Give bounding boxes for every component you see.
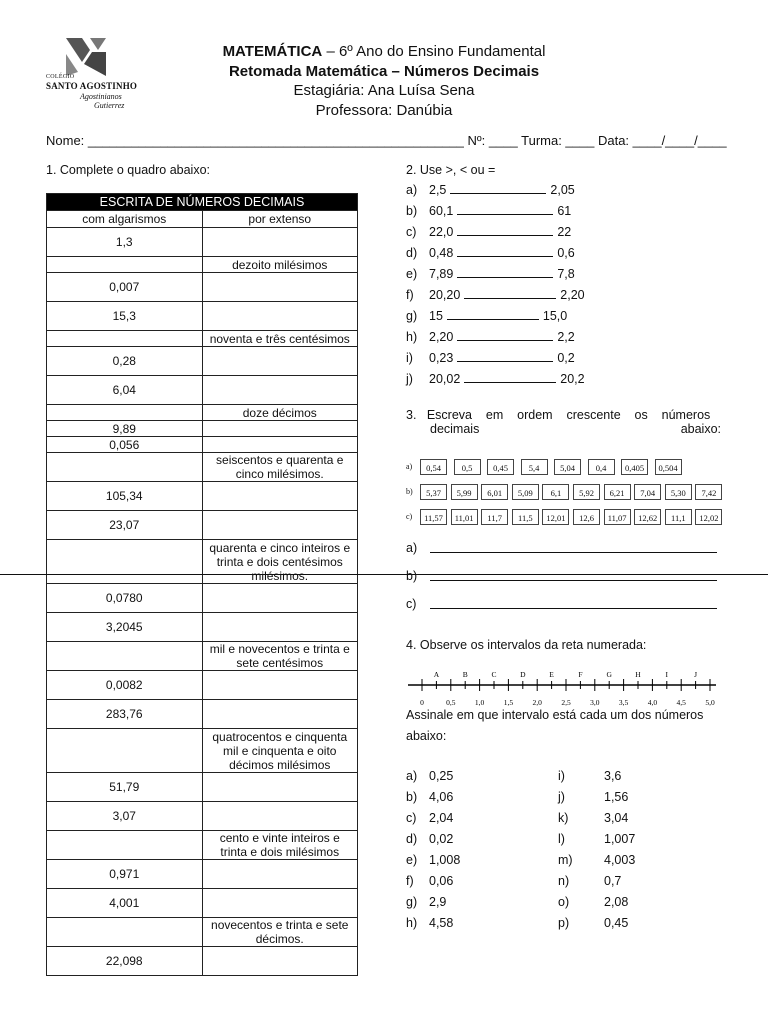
cell-words: dezoito milésimos (202, 257, 358, 273)
col-header-digits: com algarismos (47, 211, 203, 228)
item-letter: k) (558, 811, 569, 825)
cell-words[interactable] (202, 482, 358, 511)
right-value: 2,05 (550, 183, 575, 197)
table-row (47, 613, 358, 642)
left-value: 7,89 (429, 267, 454, 281)
tick-label: 4,5 (676, 698, 686, 707)
interval-question-item[interactable] (406, 832, 453, 846)
cell-digits: 3,07 (47, 802, 203, 831)
item-letter: o) (558, 895, 570, 909)
table-row (47, 228, 358, 257)
cell-words[interactable] (202, 773, 358, 802)
interval-question-item[interactable] (406, 916, 453, 930)
table-row (47, 257, 358, 273)
cell-digits: 283,76 (47, 700, 203, 729)
interval-letter: C (491, 670, 497, 679)
interval-question-item[interactable] (558, 895, 628, 909)
cell-words[interactable] (202, 671, 358, 700)
interval-question-item[interactable] (558, 811, 628, 825)
comparison-item (406, 330, 575, 344)
number-box: 12,62 (634, 509, 661, 525)
q3-title (406, 408, 721, 437)
answer-blank[interactable] (457, 330, 553, 341)
cell-digits[interactable] (47, 257, 203, 273)
cell-words[interactable] (202, 613, 358, 642)
tick-label: 2,0 (532, 698, 542, 707)
cell-digits[interactable] (47, 642, 203, 671)
item-letter: f) (406, 874, 414, 888)
tick-label: 0,5 (446, 698, 456, 707)
number-box: 12,01 (542, 509, 569, 525)
item-value: 4,58 (429, 916, 454, 930)
cell-digits: 15,3 (47, 302, 203, 331)
item-letter: a) (406, 769, 418, 783)
cell-words: mil e novecentos e trinta e sete centésimos (202, 642, 358, 671)
answer-blank[interactable] (464, 372, 556, 383)
comparison-item (406, 267, 575, 281)
number-box: 6,01 (481, 484, 508, 500)
comparison-item (406, 309, 567, 323)
row-letter: b) (406, 487, 413, 496)
decimals-table (46, 193, 358, 976)
comparison-item (406, 183, 575, 197)
right-value: 0,6 (557, 246, 575, 260)
table-row (47, 437, 358, 453)
table-row (47, 773, 358, 802)
table-row (47, 540, 358, 584)
item-letter: g) (406, 895, 418, 909)
row-letter: c) (406, 512, 413, 521)
left-value: 20,02 (429, 372, 461, 386)
cell-words[interactable] (202, 273, 358, 302)
item-letter: h) (406, 330, 418, 344)
comparison-item (406, 288, 585, 302)
answer-blank[interactable] (457, 246, 553, 257)
cell-digits: 0,28 (47, 347, 203, 376)
interval-letter: B (462, 670, 468, 679)
answer-blank[interactable] (457, 225, 553, 236)
number-box-row (406, 459, 718, 477)
answer-blank[interactable] (457, 204, 553, 215)
cell-words[interactable] (202, 302, 358, 331)
header-teacher: Professora: Danúbia (315, 102, 453, 119)
logo-text-agostinianos: Agostinianos (80, 92, 122, 101)
number-box: 11,57 (420, 509, 447, 525)
cell-words: quatrocentos e cinquenta mil e cinquenta e oito décimos milésimos (202, 729, 358, 773)
q3-title-line1: 3. Escreva em ordem crescente os números (406, 408, 711, 422)
item-letter: n) (558, 874, 570, 888)
right-value: 61 (557, 204, 572, 218)
cell-words[interactable] (202, 802, 358, 831)
left-value: 2,5 (429, 183, 447, 197)
table-title: ESCRITA DE NÚMEROS DECIMAIS (47, 194, 358, 211)
logo-text-school: SANTO AGOSTINHO (46, 81, 138, 91)
interval-question-item[interactable] (558, 769, 621, 783)
right-value: 20,2 (560, 372, 585, 386)
item-letter: g) (406, 309, 418, 323)
comparison-item (406, 246, 575, 260)
number-box: 5,30 (665, 484, 692, 500)
number-box: 7,04 (634, 484, 661, 500)
cell-words: novecentos e trinta e sete décimos. (202, 918, 358, 947)
cell-words[interactable] (202, 860, 358, 889)
header-title: Retomada Matemática – Números Decimais (228, 63, 540, 80)
item-value: 0,7 (604, 874, 622, 888)
interval-letter: A (433, 670, 440, 679)
item-letter: d) (406, 246, 418, 260)
table-row (47, 584, 358, 613)
item-value: 4,003 (604, 853, 636, 867)
q4-instruction-1: Assinale em que intervalo está cada um dos números (406, 708, 704, 722)
right-value: 7,8 (557, 267, 575, 281)
answer-input-line[interactable] (430, 580, 717, 581)
item-value: 1,56 (604, 790, 629, 804)
col-header-words: por extenso (202, 211, 358, 228)
item-letter: i) (406, 351, 413, 365)
interval-question-item[interactable] (406, 769, 453, 783)
cell-digits: 1,3 (47, 228, 203, 257)
item-letter: j) (558, 790, 565, 804)
q1-title: 1. Complete o quadro abaixo: (46, 163, 210, 177)
cell-digits[interactable] (47, 540, 203, 584)
interval-question-item[interactable] (558, 790, 628, 804)
number-box: 5,04 (554, 459, 581, 475)
interval-question-item[interactable] (406, 874, 453, 888)
item-value: 1,008 (429, 853, 461, 867)
answer-blank[interactable] (447, 309, 539, 320)
table-row (47, 729, 358, 773)
table-row (47, 302, 358, 331)
answer-line-item (406, 541, 718, 557)
tick-label: 0 (420, 698, 424, 707)
item-value: 3,04 (604, 811, 629, 825)
answer-blank[interactable] (450, 183, 546, 194)
item-letter: c) (406, 225, 417, 239)
comparison-item (406, 372, 585, 386)
cell-digits: 0,0780 (47, 584, 203, 613)
number-box: 0,54 (420, 459, 447, 475)
item-letter: b) (406, 790, 418, 804)
cell-words: doze décimos (202, 405, 358, 421)
answer-line-item (406, 569, 718, 585)
table-row (47, 642, 358, 671)
cell-digits: 0,056 (47, 437, 203, 453)
interval-question-item[interactable] (406, 853, 460, 867)
answer-line-item (406, 597, 718, 613)
number-box: 5,92 (573, 484, 600, 500)
left-value: 60,1 (429, 204, 454, 218)
item-value: 0,25 (429, 769, 454, 783)
answer-blank[interactable] (457, 351, 553, 362)
header-grade: – 6º Ano do Ensino Fundamental (322, 43, 546, 60)
tick-label: 3,0 (590, 698, 600, 707)
cell-digits[interactable] (47, 453, 203, 482)
cell-words: seiscentos e quarenta e cinco milésimos. (202, 453, 358, 482)
table-row (47, 273, 358, 302)
number-box-row (406, 509, 718, 527)
right-value: 2,2 (557, 330, 575, 344)
number-box: 6,21 (604, 484, 631, 500)
number-box: 0,45 (487, 459, 514, 475)
number-box: 7,42 (695, 484, 722, 500)
cell-digits: 105,34 (47, 482, 203, 511)
table-row (47, 331, 358, 347)
tick-label: 3,5 (618, 698, 629, 707)
table-row (47, 453, 358, 482)
interval-letter: D (520, 670, 526, 679)
number-box: 5,4 (521, 459, 548, 475)
table-row (47, 671, 358, 700)
item-value: 0,45 (604, 916, 629, 930)
item-letter: i) (558, 769, 565, 783)
student-info-line[interactable]: Nome: ____________________________________________________ Nº: ____ Turma: ____ Data: ____/____/____ (46, 133, 727, 148)
table-row (47, 511, 358, 540)
item-letter: a) (406, 183, 418, 197)
table-row (47, 421, 358, 437)
cell-digits[interactable] (47, 831, 203, 860)
interval-letter: I (665, 670, 669, 679)
number-box: 11,5 (512, 509, 539, 525)
item-value: 2,08 (604, 895, 629, 909)
number-box: 0,405 (621, 459, 648, 475)
item-letter: e) (406, 853, 418, 867)
number-box: 12,6 (573, 509, 600, 525)
cell-digits: 3,2045 (47, 613, 203, 642)
interval-question-item[interactable] (406, 790, 453, 804)
right-value: 15,0 (542, 309, 568, 323)
number-box: 5,37 (420, 484, 447, 500)
table-row (47, 405, 358, 421)
q3-title-line2b: abaixo: (680, 422, 721, 436)
number-box: 5,99 (451, 484, 478, 500)
interval-question-item[interactable] (406, 811, 453, 825)
item-letter: m) (558, 853, 573, 867)
answer-input-line[interactable] (430, 552, 717, 553)
number-box: 0,5 (454, 459, 481, 475)
comparison-item (406, 351, 575, 365)
number-box: 0,504 (655, 459, 682, 475)
item-letter: c) (406, 811, 417, 825)
item-letter: l) (558, 832, 565, 846)
interval-letter: F (578, 670, 583, 679)
cell-digits: 0,007 (47, 273, 203, 302)
cell-digits: 51,79 (47, 773, 203, 802)
item-letter: d) (406, 832, 418, 846)
tick-label: 1,5 (503, 698, 514, 707)
left-value: 0,48 (429, 246, 454, 260)
answer-letter: b) (406, 569, 418, 583)
item-letter: p) (558, 916, 570, 930)
cell-words: cento e vinte inteiros e trinta e dois milésimos (202, 831, 358, 860)
number-box: 12,02 (695, 509, 722, 525)
interval-letter: H (635, 670, 641, 679)
answer-letter: a) (406, 541, 418, 555)
cell-digits: 0,971 (47, 860, 203, 889)
cell-digits: 4,001 (47, 889, 203, 918)
cell-digits[interactable] (47, 729, 203, 773)
number-box: 11,01 (451, 509, 478, 525)
item-value: 2,04 (429, 811, 454, 825)
cell-words[interactable] (202, 376, 358, 405)
cell-words[interactable] (202, 584, 358, 613)
number-box: 11,07 (604, 509, 631, 525)
interval-question-item[interactable] (558, 916, 628, 930)
item-value: 2,9 (429, 895, 447, 909)
logo-text-colegio: COLÉGIO (46, 74, 75, 80)
item-value: 0,02 (429, 832, 454, 846)
cell-digits: 6,04 (47, 376, 203, 405)
interval-question-item[interactable] (406, 895, 446, 909)
table-row (47, 889, 358, 918)
tick-label: 4,0 (647, 698, 658, 707)
q4-title: 4. Observe os intervalos da reta numerada: (406, 638, 647, 652)
item-value: 0,06 (429, 874, 454, 888)
table-body (47, 228, 358, 976)
interval-question-item[interactable] (558, 832, 635, 846)
cell-digits[interactable] (47, 918, 203, 947)
number-box-row (406, 484, 718, 502)
table-row (47, 918, 358, 947)
cell-words: quarenta e cinco inteiros e trinta e dois centésimos milésimos. (202, 540, 358, 584)
interval-letter: G (606, 670, 612, 679)
cell-words[interactable] (202, 437, 358, 453)
table-row (47, 802, 358, 831)
left-value: 15 (429, 309, 443, 323)
header-intern: Estagiária: Ana Luísa Sena (293, 82, 475, 99)
q2-title: 2. Use >, < ou = (406, 163, 496, 177)
cell-digits: 9,89 (47, 421, 203, 437)
interval-question-item[interactable] (558, 853, 635, 867)
table-row (47, 831, 358, 860)
tick-label: 1,0 (474, 698, 485, 707)
cell-digits[interactable] (47, 331, 203, 347)
number-box: 5,09 (512, 484, 539, 500)
answer-blank[interactable] (457, 267, 553, 278)
table-row (47, 376, 358, 405)
right-value: 2,20 (560, 288, 585, 302)
q4-instruction-2: abaixo: (406, 729, 447, 743)
cell-words: noventa e três centésimos (202, 331, 358, 347)
item-letter: j) (406, 372, 413, 386)
cell-words[interactable] (202, 947, 358, 976)
cell-words[interactable] (202, 228, 358, 257)
left-value: 22,0 (429, 225, 454, 239)
cell-digits[interactable] (47, 405, 203, 421)
header-subject-line (0, 43, 768, 60)
header-subject: MATEMÁTICA (222, 43, 323, 60)
item-letter: b) (406, 204, 418, 218)
page-divider-line (0, 574, 768, 575)
tick-label: 2,5 (561, 698, 571, 707)
cell-words[interactable] (202, 889, 358, 918)
interval-letter: J (694, 670, 698, 679)
table-row (47, 947, 358, 976)
item-value: 1,007 (604, 832, 636, 846)
table-row (47, 860, 358, 889)
table-row (47, 482, 358, 511)
number-box: 0,4 (588, 459, 615, 475)
cell-words[interactable] (202, 511, 358, 540)
tick-label: 5,0 (705, 698, 715, 707)
table-row (47, 347, 358, 376)
number-box: 11,1 (665, 509, 692, 525)
answer-blank[interactable] (464, 288, 556, 299)
comparison-item (406, 225, 571, 239)
q3-title-line2a: decimais (430, 422, 480, 436)
cell-digits: 0,0082 (47, 671, 203, 700)
cell-words[interactable] (202, 347, 358, 376)
cell-digits: 22,098 (47, 947, 203, 976)
number-box: 11,7 (481, 509, 508, 525)
number-box: 6,1 (542, 484, 569, 500)
item-letter: f) (406, 288, 414, 302)
left-value: 0,23 (429, 351, 454, 365)
item-letter: e) (406, 267, 418, 281)
table-row (47, 700, 358, 729)
item-value: 4,06 (429, 790, 454, 804)
cell-digits: 23,07 (47, 511, 203, 540)
cell-words[interactable] (202, 421, 358, 437)
left-value: 20,20 (429, 288, 461, 302)
item-value: 3,6 (604, 769, 622, 783)
answer-letter: c) (406, 597, 417, 611)
answer-input-line[interactable] (430, 608, 717, 609)
cell-words[interactable] (202, 700, 358, 729)
right-value: 0,2 (557, 351, 575, 365)
row-letter: a) (406, 462, 413, 471)
comparison-item (406, 204, 571, 218)
interval-question-item[interactable] (558, 874, 621, 888)
right-value: 22 (557, 225, 572, 239)
number-line (406, 668, 718, 708)
item-letter: h) (406, 916, 418, 930)
logo-text-gutierrez: Gutierrez (94, 101, 125, 110)
interval-letter: E (549, 670, 554, 679)
left-value: 2,20 (429, 330, 454, 344)
